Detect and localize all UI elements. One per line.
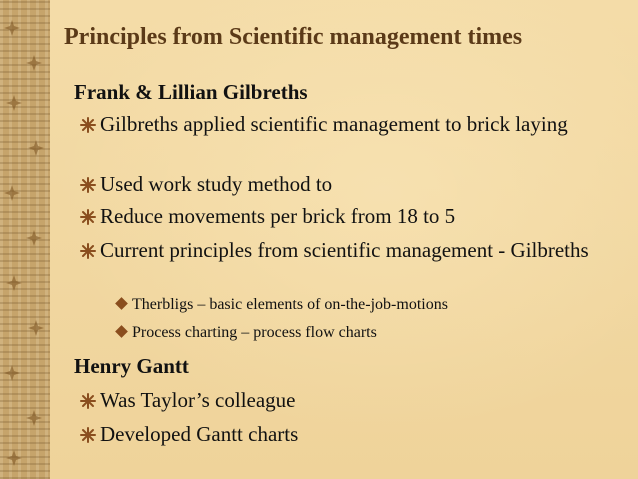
starburst-bullet-icon	[80, 393, 96, 409]
starburst-bullet-icon	[80, 177, 96, 193]
bullet-text: Gilbreths applied scientific management to brick laying	[100, 112, 568, 136]
bullet-item	[80, 112, 600, 136]
section-heading-gantt: Henry Gantt	[74, 354, 189, 378]
diamond-bullet-icon	[115, 325, 128, 338]
bullet-item	[80, 238, 600, 262]
sub-bullet-item	[117, 296, 448, 314]
bullet-text: Used work study method to	[100, 172, 333, 196]
sub-bullet-text: Therbligs – basic elements of on-the-job-motions	[132, 296, 448, 313]
bullet-text: Was Taylor’s colleague	[100, 388, 296, 412]
bullet-text: Current principles from scientific management - Gilbreths	[100, 238, 589, 262]
diamond-bullet-icon	[115, 297, 128, 310]
starburst-bullet-icon	[80, 209, 96, 225]
bullet-text: Reduce movements per brick from 18 to 5	[100, 204, 456, 228]
starburst-bullet-icon	[80, 427, 96, 443]
starburst-bullet-icon	[80, 243, 96, 259]
section-heading-gilbreths: Frank & Lillian Gilbreths	[74, 80, 308, 104]
bullet-item	[80, 388, 600, 412]
bullet-item	[80, 204, 600, 228]
starburst-bullet-icon	[80, 117, 96, 133]
bullet-item	[80, 172, 600, 196]
slide-title: Principles from Scientific management times	[64, 24, 523, 50]
bullet-text: Developed Gantt charts	[100, 422, 299, 446]
sub-bullet-item	[117, 324, 377, 342]
sub-bullet-text: Process charting – process flow charts	[132, 324, 377, 341]
bullet-item	[80, 422, 600, 446]
